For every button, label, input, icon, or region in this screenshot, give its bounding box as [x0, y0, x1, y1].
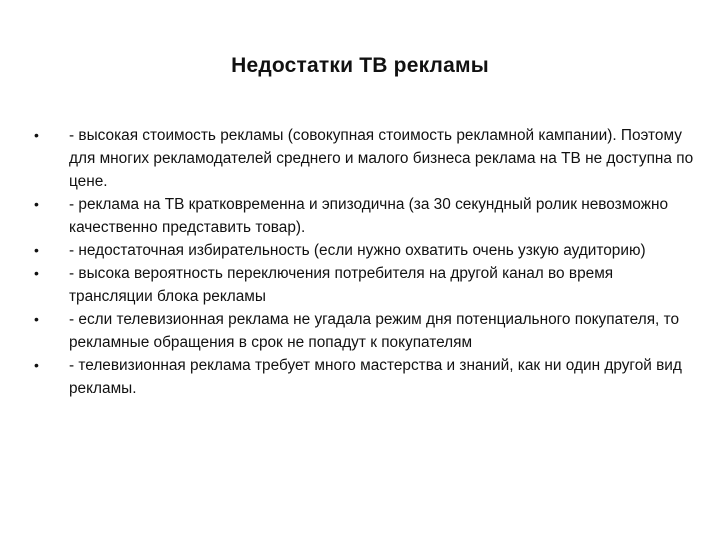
- bullet-text: - высока вероятность переключения потребителя на другой канал во время трансляции блока рекламы: [69, 265, 614, 305]
- slide-title: Недостатки ТВ рекламы: [231, 54, 489, 77]
- bullet-dot-icon: •: [34, 311, 39, 327]
- bullet-text: - высокая стоимость рекламы (совокупная стоимость рекламной кампании). Поэтому для многих рекламодателей среднего и малого бизнеса реклама на ТВ не доступна по цене.: [69, 127, 694, 190]
- bullet-item: [34, 193, 694, 239]
- bullet-list: [34, 124, 694, 400]
- bullet-item: [34, 308, 694, 354]
- bullet-text: - телевизионная реклама требует много мастерства и знаний, как ни один другой вид рекламы.: [69, 357, 682, 397]
- bullet-item: [34, 239, 694, 262]
- bullet-text: - если телевизионная реклама не угадала режим дня потенциального покупателя, то рекламные обращения в срок не попадут к покупателям: [69, 311, 680, 351]
- bullet-dot-icon: •: [34, 357, 39, 373]
- bullet-text: - реклама на ТВ кратковременна и эпизодична (за 30 секундный ролик невозможно качественно представить товар).: [69, 196, 669, 236]
- bullet-dot-icon: •: [34, 196, 39, 212]
- bullet-item: [34, 354, 694, 400]
- bullet-item: [34, 124, 694, 193]
- bullet-dot-icon: •: [34, 127, 39, 143]
- bullet-text: - недостаточная избирательность (если нужно охватить очень узкую аудиторию): [69, 242, 646, 259]
- bullet-item: [34, 262, 694, 308]
- bullet-dot-icon: •: [34, 242, 39, 258]
- bullet-dot-icon: •: [34, 265, 39, 281]
